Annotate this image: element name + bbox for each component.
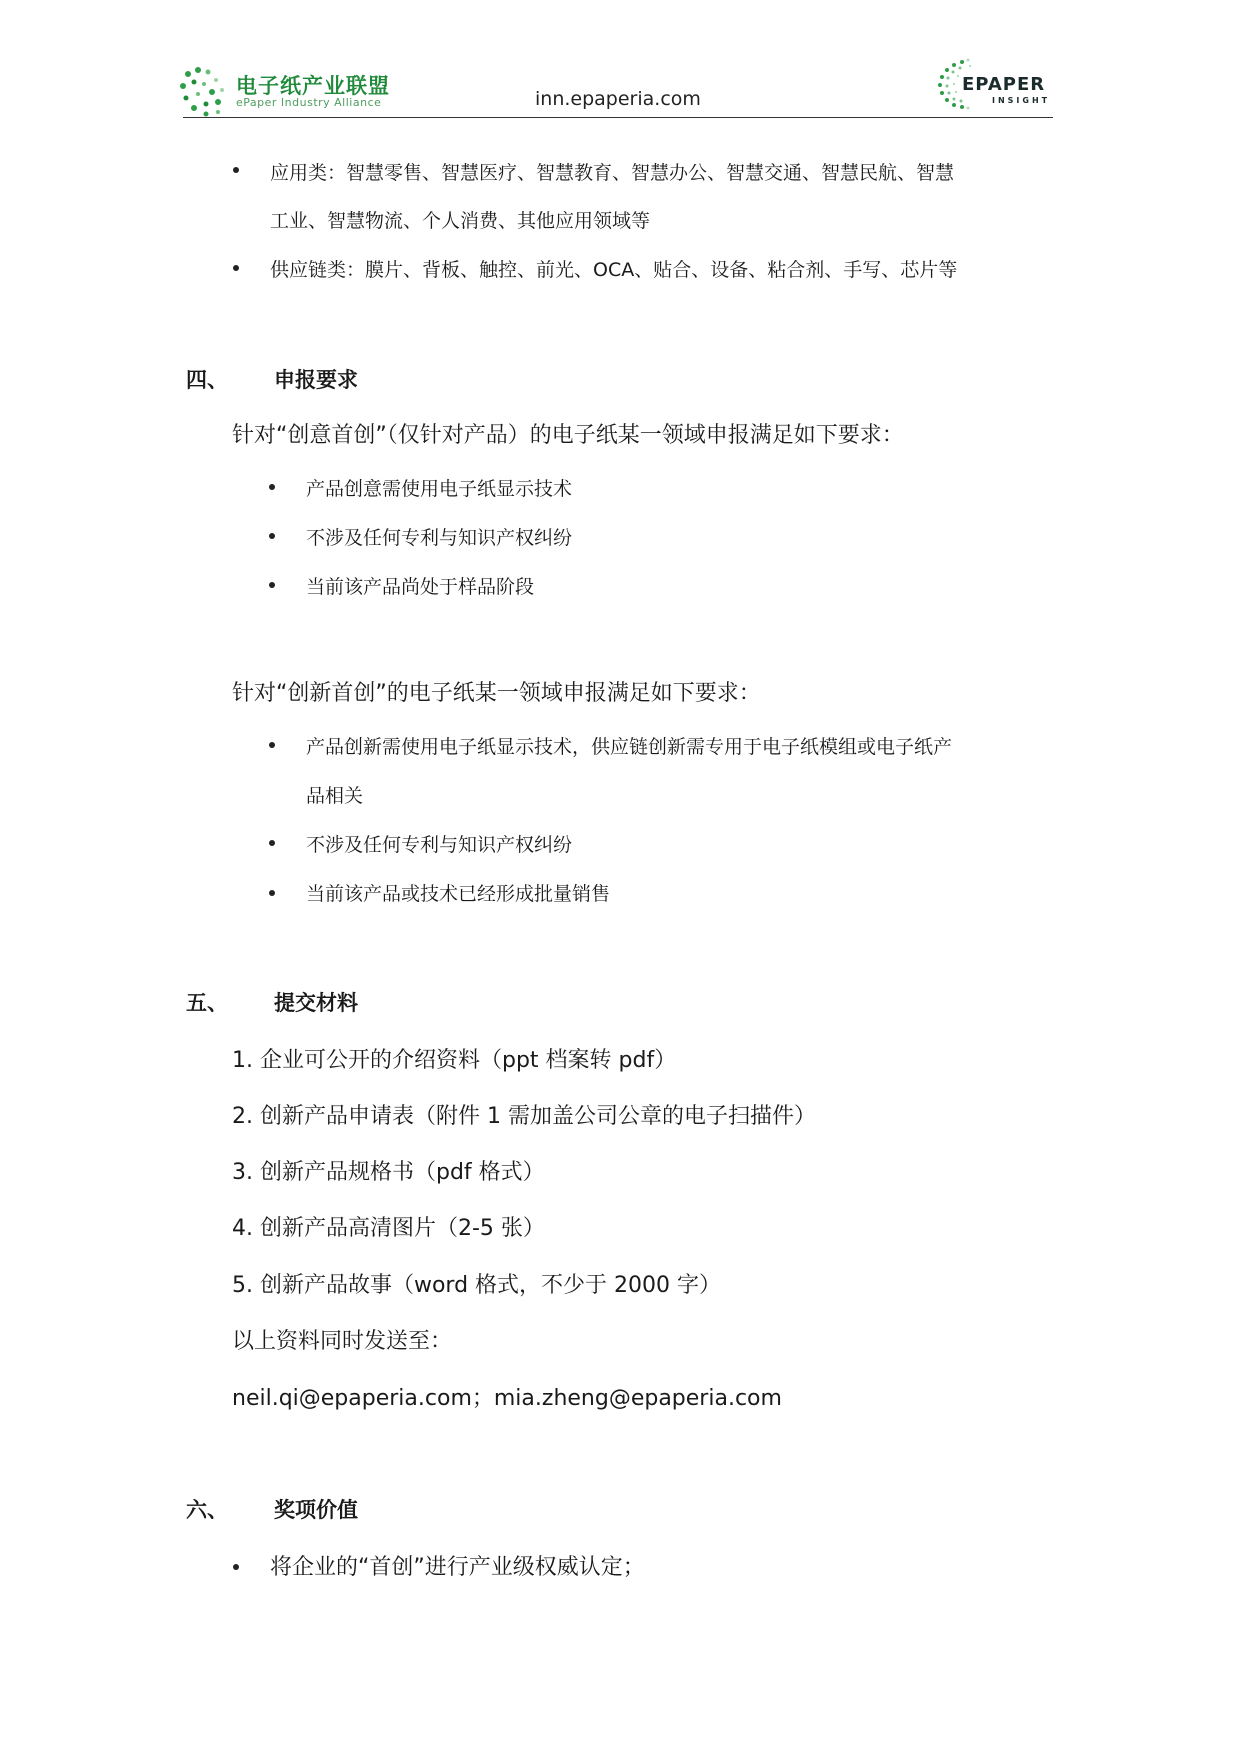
- bullet-dot: [233, 1564, 239, 1570]
- innovation-item-line2: 品相关: [306, 785, 364, 807]
- alliance-logo: [178, 64, 408, 120]
- header-divider: [183, 117, 1053, 118]
- epaper-wordmark: EPAPER: [962, 74, 1046, 95]
- innovation-item: 当前该产品或技术已经形成批量销售: [306, 883, 611, 905]
- site-url: inn.epaperia.com: [535, 88, 701, 110]
- bullet-dot: [269, 533, 275, 539]
- section6-number: 六、: [186, 1498, 228, 1522]
- bullet-dot: [269, 582, 275, 588]
- section5-number: 五、: [186, 991, 228, 1015]
- section4-number: 四、: [186, 368, 228, 392]
- creative-item: 当前该产品尚处于样品阶段: [306, 576, 535, 598]
- section5-title: 提交材料: [274, 991, 358, 1015]
- material-item: 1. 企业可公开的介绍资料（ppt 档案转 pdf）: [232, 1048, 677, 1073]
- contact-emails: neil.qi@epaperia.com；mia.zheng@epaperia.com: [232, 1386, 782, 1411]
- epaper-insight-logo: [930, 56, 1060, 112]
- bullet-dot: [269, 890, 275, 896]
- bullet-dot: [233, 167, 239, 173]
- category-application-line2: 工业、智慧物流、个人消费、其他应用领域等: [270, 210, 651, 232]
- creative-item: 产品创意需使用电子纸显示技术: [306, 478, 573, 500]
- creative-intro: 针对“创意首创”（仅针对产品）的电子纸某一领域申报满足如下要求：: [232, 423, 904, 448]
- innovation-intro: 针对“创新首创”的电子纸某一领域申报满足如下要求：: [232, 681, 761, 706]
- alliance-dots-icon: [178, 64, 230, 120]
- innovation-item: 不涉及任何专利与知识产权纠纷: [306, 834, 573, 856]
- material-item: 5. 创新产品故事（word 格式，不少于 2000 字）: [232, 1273, 722, 1298]
- bullet-dot: [233, 265, 239, 271]
- alliance-name-cn: 电子纸产业联盟: [236, 74, 390, 98]
- bullet-dot: [269, 840, 275, 846]
- material-item: 3. 创新产品规格书（pdf 格式）: [232, 1160, 545, 1185]
- innovation-item-line1: 产品创新需使用电子纸显示技术，供应链创新需专用于电子纸模组或电子纸产: [306, 736, 953, 758]
- send-note: 以上资料同时发送至：: [232, 1329, 453, 1354]
- category-supply-chain: 供应链类：膜片、背板、触控、前光、OCA、贴合、设备、粘合剂、手写、芯片等: [270, 259, 958, 281]
- alliance-name-en: ePaper Industry Alliance: [236, 96, 382, 109]
- bullet-dot: [269, 484, 275, 490]
- insight-wordmark: INSIGHT: [992, 96, 1051, 105]
- section4-title: 申报要求: [274, 368, 358, 392]
- section6-title: 奖项价值: [274, 1498, 358, 1522]
- award-value-item: 将企业的“首创”进行产业级权威认定；: [270, 1555, 645, 1580]
- material-item: 2. 创新产品申请表（附件 1 需加盖公司公章的电子扫描件）: [232, 1104, 816, 1129]
- creative-item: 不涉及任何专利与知识产权纠纷: [306, 527, 573, 549]
- bullet-dot: [269, 742, 275, 748]
- material-item: 4. 创新产品高清图片（2-5 张）: [232, 1216, 545, 1241]
- category-application-line1: 应用类：智慧零售、智慧医疗、智慧教育、智慧办公、智慧交通、智慧民航、智慧: [270, 162, 955, 184]
